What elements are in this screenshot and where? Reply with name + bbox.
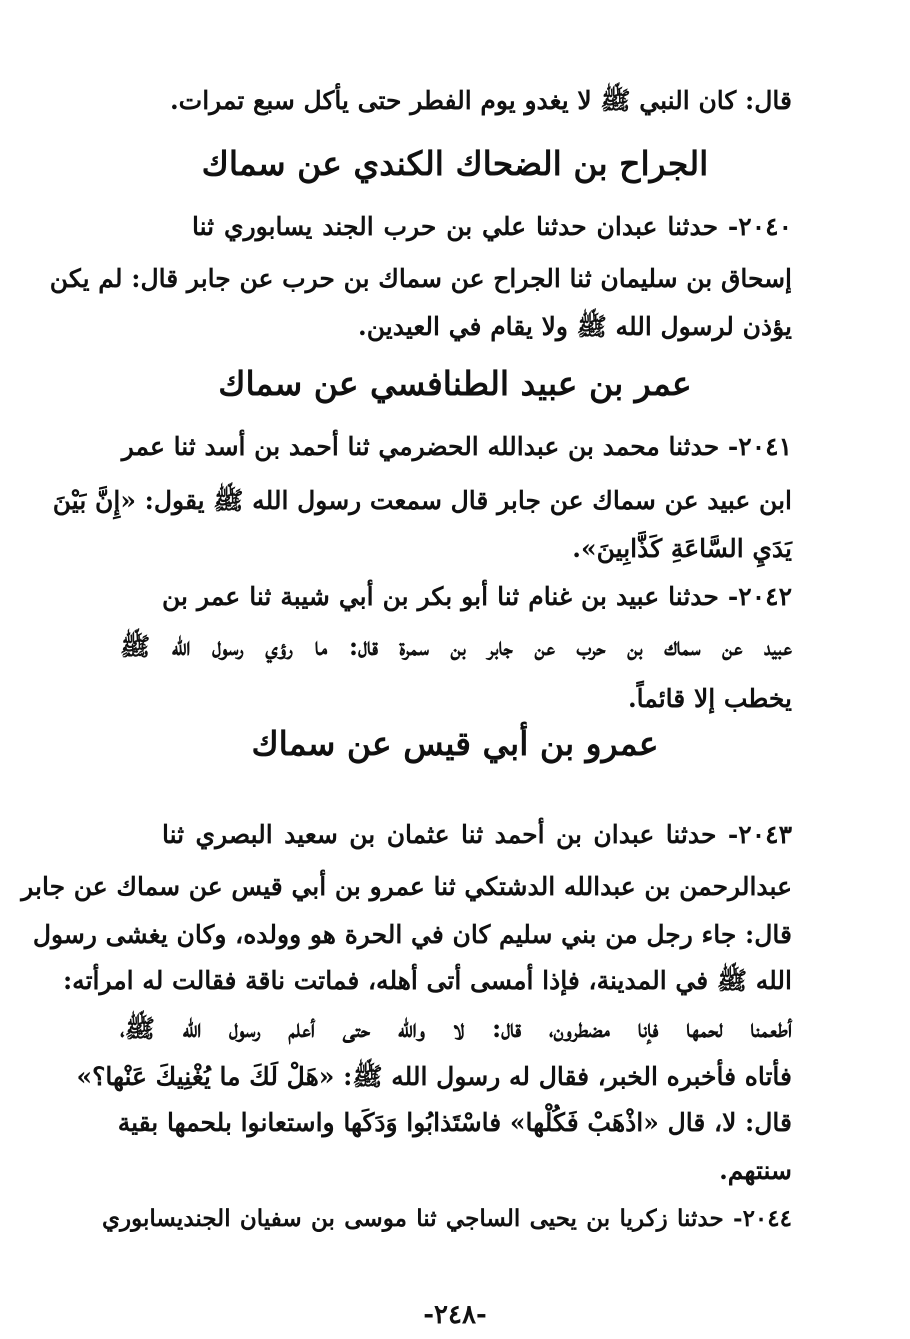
page-number: -٢٤٨- (423, 1300, 487, 1330)
text-line: فأتاه فأخبره الخبر، فقال له رسول الله ﷺ: «هَلْ لَكَ ما يُغْنِيكَ عَنْها؟» (76, 1062, 792, 1091)
text-line: قال: كان النبي ﷺ لا يغدو يوم الفطر حتى يأكل سبع تمرات. (169, 86, 792, 115)
text-line: قال: لا، قال «اذْهَبْ فَكُلْها» فاسْتَذابُوا وَدَكَها واستعانوا بلحمها بقية (117, 1108, 792, 1137)
text-line: ٢٠٤٤- حدثنا زكريا بن يحيى الساجي ثنا موسى بن سفيان الجنديسابوري (102, 1205, 792, 1232)
text-line: عبدالرحمن بن عبدالله الدشتكي ثنا عمرو بن أبي قيس عن سماك عن جابر (21, 872, 792, 901)
text-line: عبيد عن سماك بن حرب عن جابر بن سمرة قال: ما رؤي رسول الله ﷺ (120, 632, 792, 661)
text-line: يَدَيِ السَّاعَةِ كَذَّابِينَ». (572, 534, 792, 563)
text-line: ٢٠٤١- حدثنا محمد بن عبدالله الحضرمي ثنا أحمد بن أسد ثنا عمر (121, 432, 792, 461)
text-line: ٢٠٤٠- حدثنا عبدان حدثنا علي بن حرب الجند يسابوري ثنا (192, 212, 792, 241)
text-line: ابن عبيد عن سماك عن جابر قال سمعت رسول الله ﷺ يقول: «إِنَّ بَيْنَ (52, 486, 792, 515)
section-heading: الجراح بن الضحاك الكندي عن سماك (201, 144, 709, 183)
text-line: إسحاق بن سليمان ثنا الجراح عن سماك بن حرب عن جابر قال: لم يكن (49, 264, 792, 293)
text-line: ٢٠٤٢- حدثنا عبيد بن غنام ثنا أبو بكر بن أبي شيبة ثنا عمر بن (162, 582, 792, 611)
text-line: سنتهم. (719, 1156, 792, 1185)
text-line: يؤذن لرسول الله ﷺ ولا يقام في العيدين. (358, 312, 792, 341)
text-line: ٢٠٤٣- حدثنا عبدان بن أحمد ثنا عثمان بن سعيد البصري ثنا (162, 820, 792, 849)
text-line: يخطب إلا قائماً. (627, 684, 792, 713)
text-line: قال: جاء رجل من بني سليم كان في الحرة هو وولده، وكان يغشى رسول (32, 920, 792, 949)
section-heading: عمر بن عبيد الطنافسي عن سماك (218, 364, 692, 403)
section-heading: عمرو بن أبي قيس عن سماك (251, 724, 659, 763)
text-line: الله ﷺ في المدينة، فإذا أمسى أتى أهله، فماتت ناقة فقالت له امرأته: (62, 966, 792, 995)
text-line: أطعمنا لحمها فإنا مضطرون، قال: لا والله حتى أعلم رسول الله ﷺ، (120, 1014, 792, 1043)
